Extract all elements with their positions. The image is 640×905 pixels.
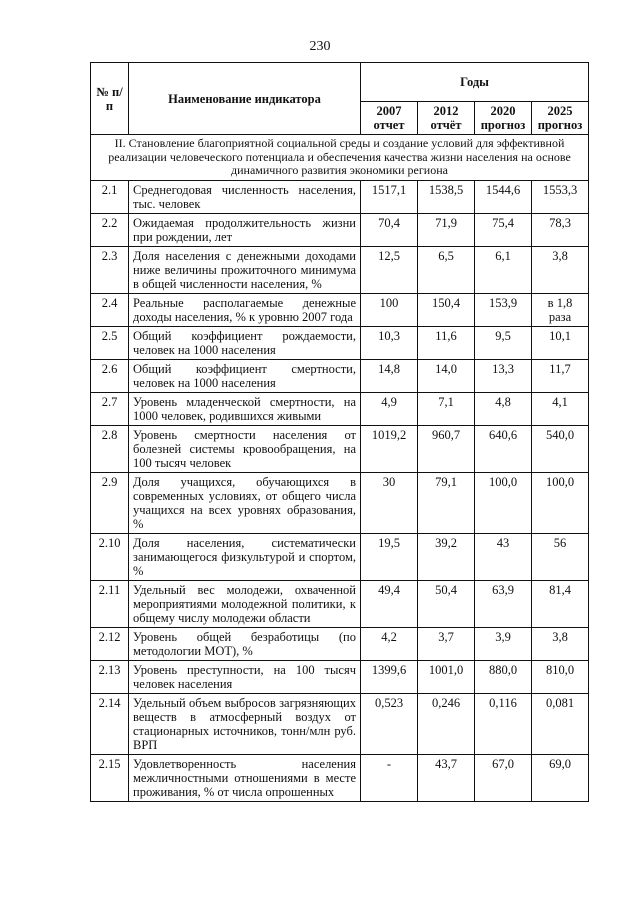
value-2020: 153,9: [475, 293, 532, 326]
value-2007: 70,4: [361, 213, 418, 246]
value-2012: 0,246: [418, 693, 475, 754]
header-indicator-name: Наименование индикатора: [129, 63, 361, 135]
table-row: [91, 293, 589, 326]
value-2025: 3,8: [532, 246, 589, 293]
value-2007: 1517,1: [361, 180, 418, 213]
row-number: 2.9: [91, 472, 129, 533]
value-2012: 6,5: [418, 246, 475, 293]
value-2012: 50,4: [418, 580, 475, 627]
table-row: [91, 693, 589, 754]
table-row: [91, 213, 589, 246]
value-2025: 10,1: [532, 326, 589, 359]
indicator-name: Доля населения с денежными доходами ниже величины прожиточного минимума в общей численности населения, %: [129, 246, 361, 293]
value-2025: 1553,3: [532, 180, 589, 213]
value-2012: 150,4: [418, 293, 475, 326]
value-2020: 13,3: [475, 359, 532, 392]
value-2020: 67,0: [475, 754, 532, 801]
row-number: 2.1: [91, 180, 129, 213]
table-row: [91, 392, 589, 425]
value-2025: 56: [532, 533, 589, 580]
header-row: [91, 63, 589, 102]
row-number: 2.13: [91, 660, 129, 693]
value-2012: 79,1: [418, 472, 475, 533]
value-2007: 12,5: [361, 246, 418, 293]
value-2007: 10,3: [361, 326, 418, 359]
value-2020: 63,9: [475, 580, 532, 627]
indicator-name: Удовлетворенность населения межличностными отношениями в месте проживания, % от числа опрошенных: [129, 754, 361, 801]
row-number: 2.2: [91, 213, 129, 246]
value-2012: 71,9: [418, 213, 475, 246]
table-row: [91, 472, 589, 533]
value-2012: 1538,5: [418, 180, 475, 213]
value-2007: -: [361, 754, 418, 801]
value-2025: 81,4: [532, 580, 589, 627]
header-year-note: отчет: [373, 118, 405, 132]
indicator-name: Доля учащихся, обучающихся в современных условиях, от общего числа учащихся на всех уровнях образования, %: [129, 472, 361, 533]
value-2012: 1001,0: [418, 660, 475, 693]
value-2007: 0,523: [361, 693, 418, 754]
value-2020: 100,0: [475, 472, 532, 533]
header-year-cell: [532, 102, 589, 135]
value-2007: 4,2: [361, 627, 418, 660]
value-2012: 7,1: [418, 392, 475, 425]
value-2020: 6,1: [475, 246, 532, 293]
table-row: [91, 180, 589, 213]
value-2007: 49,4: [361, 580, 418, 627]
row-number: 2.11: [91, 580, 129, 627]
row-number: 2.7: [91, 392, 129, 425]
value-2020: 640,6: [475, 425, 532, 472]
table-row: [91, 326, 589, 359]
row-number: 2.4: [91, 293, 129, 326]
indicator-name: Уровень общей безработицы (по методологии МОТ), %: [129, 627, 361, 660]
section-title: II. Становление благоприятной социальной среды и создание условий для эффективной реализации человеческого потенциала и обеспечения качества жизни населения на основе динамичного развития экономики региона: [91, 135, 589, 181]
value-2025: 11,7: [532, 359, 589, 392]
table-row: [91, 660, 589, 693]
indicator-name: Уровень преступности, на 100 тысяч человек населения: [129, 660, 361, 693]
page-number: 230: [309, 39, 331, 54]
header-year-cell: [475, 102, 532, 135]
table-row: [91, 580, 589, 627]
value-2012: 3,7: [418, 627, 475, 660]
value-2020: 880,0: [475, 660, 532, 693]
indicator-name: Удельный вес молодежи, охваченной мероприятиями молодежной политики, к общему числу молодежи области: [129, 580, 361, 627]
row-number: 2.15: [91, 754, 129, 801]
row-number: 2.12: [91, 627, 129, 660]
value-2012: 14,0: [418, 359, 475, 392]
table-row: [91, 627, 589, 660]
value-2025: 100,0: [532, 472, 589, 533]
value-2012: 43,7: [418, 754, 475, 801]
header-year-cell: [418, 102, 475, 135]
row-number: 2.10: [91, 533, 129, 580]
indicator-name: Общий коэффициент рождаемости, человек на 1000 населения: [129, 326, 361, 359]
table-row: [91, 359, 589, 392]
section-row: [91, 135, 589, 181]
indicator-name: Доля населения, систематически занимающегося физкультурой и спортом, %: [129, 533, 361, 580]
row-number: 2.5: [91, 326, 129, 359]
value-2025: в 1,8 раза: [532, 293, 589, 326]
header-year: 2007: [376, 104, 402, 118]
header-year-note: прогноз: [537, 118, 583, 132]
value-2012: 960,7: [418, 425, 475, 472]
value-2025: 540,0: [532, 425, 589, 472]
value-2025: 0,081: [532, 693, 589, 754]
header-year: 2025: [547, 104, 573, 118]
header-year-note: отчёт: [430, 118, 462, 132]
indicator-name: Реальные располагаемые денежные доходы населения, % к уровню 2007 года: [129, 293, 361, 326]
value-2007: 1399,6: [361, 660, 418, 693]
value-2025: 3,8: [532, 627, 589, 660]
row-number: 2.3: [91, 246, 129, 293]
value-2007: 100: [361, 293, 418, 326]
header-year: 2012: [433, 104, 459, 118]
value-2020: 0,116: [475, 693, 532, 754]
row-number: 2.14: [91, 693, 129, 754]
value-2020: 43: [475, 533, 532, 580]
value-2012: 39,2: [418, 533, 475, 580]
indicator-name: Среднегодовая численность населения, тыс. человек: [129, 180, 361, 213]
value-2025: 78,3: [532, 213, 589, 246]
value-2007: 14,8: [361, 359, 418, 392]
value-2007: 1019,2: [361, 425, 418, 472]
value-2007: 4,9: [361, 392, 418, 425]
header-year-note: прогноз: [480, 118, 526, 132]
table-row: [91, 425, 589, 472]
header-year-cell: [361, 102, 418, 135]
value-2007: 19,5: [361, 533, 418, 580]
table-row: [91, 246, 589, 293]
row-number: 2.6: [91, 359, 129, 392]
value-2025: 69,0: [532, 754, 589, 801]
indicator-name: Общий коэффициент смертности, человек на 1000 населения: [129, 359, 361, 392]
indicator-name: Ожидаемая продолжительность жизни при рождении, лет: [129, 213, 361, 246]
value-2020: 3,9: [475, 627, 532, 660]
value-2025: 4,1: [532, 392, 589, 425]
value-2007: 30: [361, 472, 418, 533]
table-row: [91, 754, 589, 801]
header-year: 2020: [490, 104, 516, 118]
header-years: Годы: [361, 63, 589, 102]
row-number: 2.8: [91, 425, 129, 472]
indicators-table: [90, 62, 589, 802]
table-row: [91, 533, 589, 580]
value-2020: 4,8: [475, 392, 532, 425]
header-num: № п/п: [91, 63, 129, 135]
value-2025: 810,0: [532, 660, 589, 693]
indicator-name: Уровень смертности населения от болезней системы кровообращения, на 100 тысяч человек: [129, 425, 361, 472]
value-2020: 1544,6: [475, 180, 532, 213]
value-2020: 75,4: [475, 213, 532, 246]
value-2012: 11,6: [418, 326, 475, 359]
indicator-name: Уровень младенческой смертности, на 1000 человек, родившихся живыми: [129, 392, 361, 425]
value-2020: 9,5: [475, 326, 532, 359]
indicator-name: Удельный объем выбросов загрязняющих веществ в атмосферный воздух от стационарных источников, тонн/млн руб. ВРП: [129, 693, 361, 754]
